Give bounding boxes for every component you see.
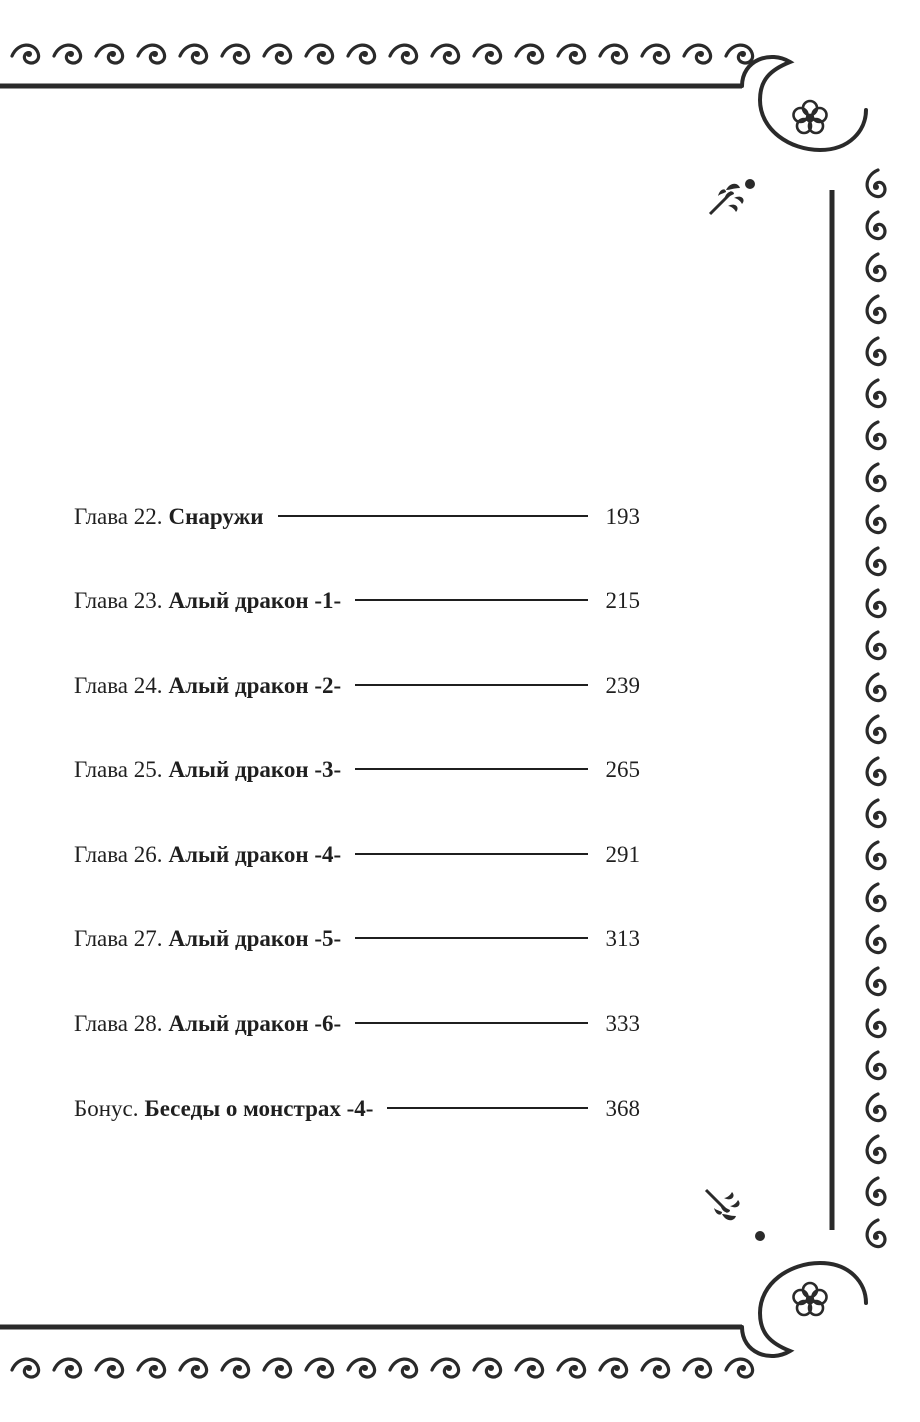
toc-entry [74,497,640,537]
chapter-title: Алый дракон -1- [168,588,342,613]
chapter-label: Глава 26. [74,842,163,867]
chapter-title: Алый дракон -3- [168,757,342,782]
toc-entry [74,581,640,621]
leader-line [387,1107,588,1109]
chapter-title: Снаружи [168,504,264,529]
chapter-label: Глава 22. [74,504,163,529]
chapter-label: Глава 27. [74,926,163,951]
page-number: 239 [605,673,640,698]
leader-line [278,515,588,517]
page-number: 265 [605,757,640,782]
toc-entry [74,666,640,706]
leader-line [355,1022,588,1024]
leader-line [355,937,588,939]
chapter-label: Глава 28. [74,1011,163,1036]
bonus-label: Бонус. [74,1096,139,1121]
chapter-label: Глава 25. [74,757,163,782]
leader-line [355,768,588,770]
chapter-title: Алый дракон -2- [168,673,342,698]
chapter-label: Глава 23. [74,588,163,613]
page-number: 368 [605,1096,640,1121]
chapter-title: Алый дракон -4- [168,842,342,867]
chapter-label: Глава 24. [74,673,163,698]
leader-line [355,684,588,686]
toc-entry [74,835,640,875]
toc-entry [74,750,640,790]
chapter-title: Алый дракон -6- [168,1011,342,1036]
bonus-title: Беседы о монстрах -4- [144,1096,374,1121]
toc-entry [74,1089,640,1129]
page-number: 215 [605,588,640,613]
leader-line [355,599,588,601]
page-number: 291 [605,842,640,867]
chapter-title: Алый дракон -5- [168,926,342,951]
toc-entry [74,919,640,959]
page-number: 333 [605,1011,640,1036]
page-number: 313 [605,926,640,951]
leader-line [355,853,588,855]
toc-entry [74,1004,640,1044]
page-number: 193 [605,504,640,529]
